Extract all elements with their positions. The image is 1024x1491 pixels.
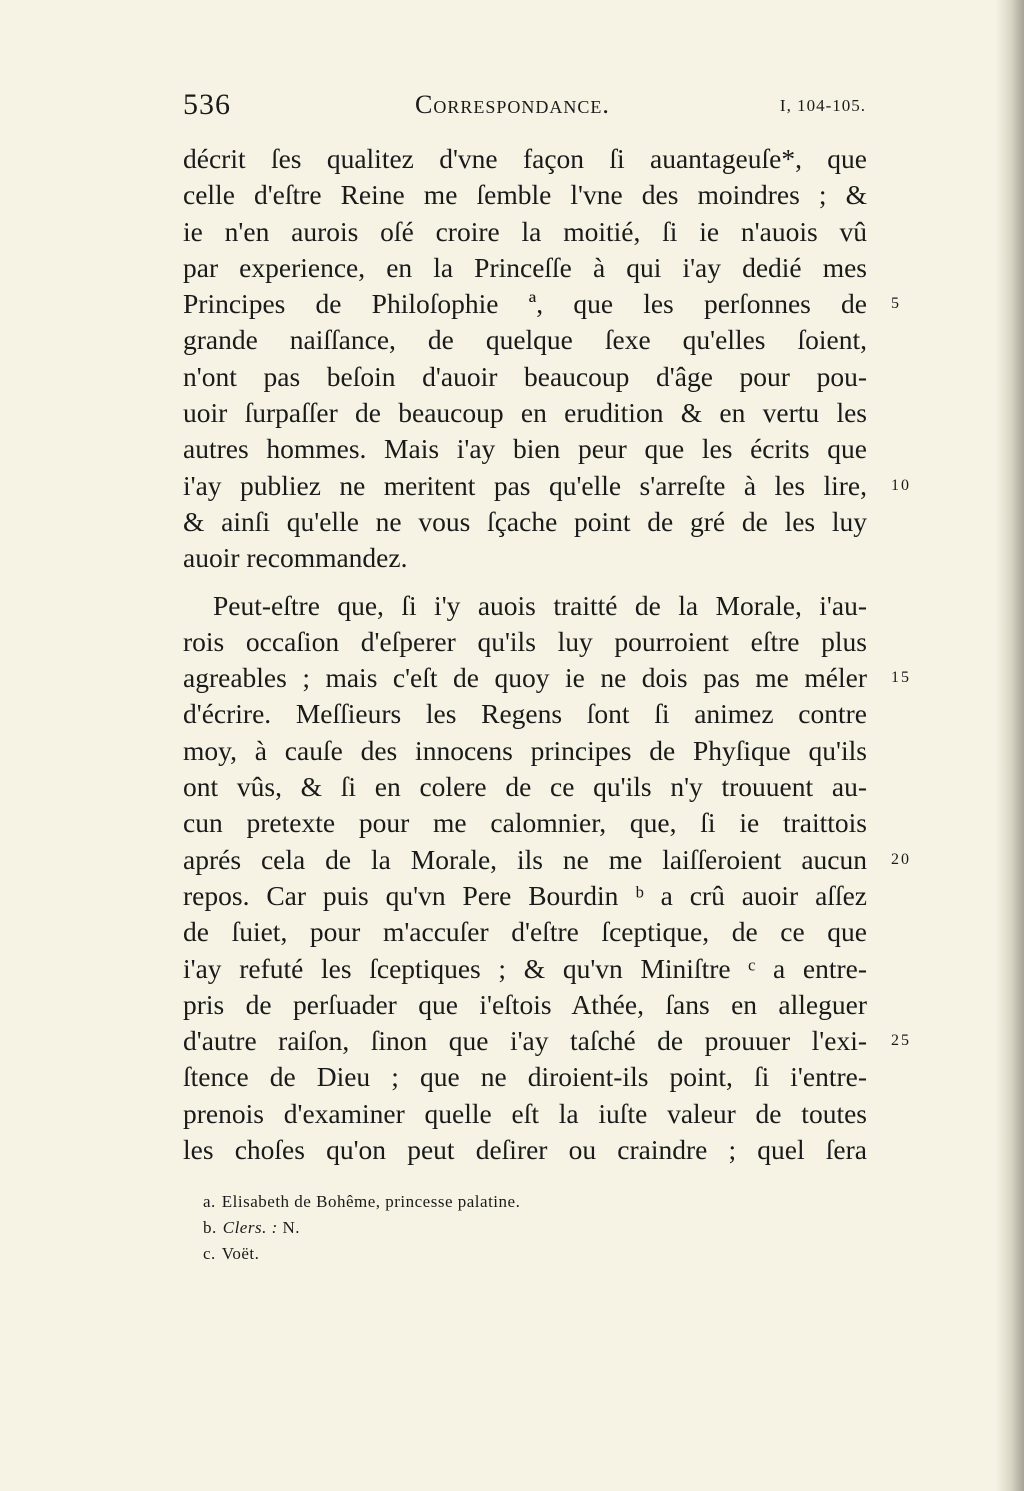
text-line-20: [183, 842, 911, 878]
line-number-20: 20: [891, 850, 911, 868]
text-line: grande naiſſance, de quelque ſexe qu'elles ſoient,: [183, 324, 867, 356]
text-line: pris de perſuader que i'eſtois Athée, ſans en alleguer: [183, 988, 867, 1020]
running-head: [183, 88, 866, 128]
text-line: les choſes qu'on peut deſirer ou craindre ; quel ſera: [183, 1134, 867, 1166]
page-reference: I, 104-105.: [779, 96, 866, 115]
text-line: prenois d'examiner quelle eſt la iuſte valeur de toutes: [183, 1097, 867, 1129]
text-line-5: [183, 286, 901, 322]
text-line: ie n'en aurois oſé croire la moitié, ſi ie n'auois vû: [183, 215, 867, 247]
page-edge-shadow: [996, 0, 1024, 1491]
text-line-content: aprés cela de la Morale, ils ne me laiſſeroient aucun: [183, 843, 867, 875]
text-line: Peut-eſtre que, ſi i'y auois traitté de la Morale, i'au-: [213, 589, 867, 621]
text-line: rois occaſion d'eſperer qu'ils luy pourroient eſtre plus: [183, 625, 867, 657]
footnotes: [203, 1189, 803, 1267]
text-line: & ainſi qu'elle ne vous ſçache point de gré de les luy: [183, 505, 867, 537]
line-number-10: 10: [891, 476, 911, 494]
footnote-suffix: N.: [277, 1218, 301, 1237]
text-line: moy, à cauſe des innocens principes de Phyſique qu'ils: [183, 734, 867, 766]
text-line: ont vûs, & ſi en colere de ce qu'ils n'y trouuent au-: [183, 771, 867, 803]
paragraph-2: [183, 588, 911, 1169]
header-title: Correspondance.: [415, 90, 610, 119]
footnote-b: [203, 1215, 803, 1241]
footnote-label: b.: [203, 1218, 217, 1237]
footnote-a: [203, 1189, 803, 1215]
text-line: autres hommes. Mais i'ay bien peur que les écrits que: [183, 433, 867, 465]
text-line: uoir ſurpaſſer de beaucoup en erudition & en vertu les: [183, 397, 867, 429]
text-line: décrit ſes qualitez d'vne façon ſi auantageuſe*, que: [183, 143, 867, 174]
text-line: i'ay refuté les ſceptiques ; & qu'vn Miniſtre ᶜ a entre-: [183, 952, 867, 984]
text-line-content: d'autre raiſon, ſinon que i'ay taſché de prouuer l'exi-: [183, 1025, 867, 1057]
footnote-c: [203, 1241, 803, 1267]
paragraph-1: [183, 141, 911, 577]
paragraph-gap: [183, 577, 867, 588]
text-line: par experience, en la Princeſſe à qui i'ay dedié mes: [183, 251, 867, 283]
text-line: de ſuiet, pour m'accuſer d'eſtre ſceptique, de ce que: [183, 916, 867, 948]
line-number-25: 25: [891, 1032, 911, 1050]
line-number-5: 5: [891, 295, 901, 313]
text-line: ſtence de Dieu ; que ne diroient-ils point, ſi i'entre-: [183, 1061, 867, 1093]
page-number: 536: [183, 88, 231, 121]
footnote-text: Elisabeth de Bohême, princesse palatine.: [221, 1192, 521, 1211]
footnote-label: c.: [203, 1244, 216, 1263]
text-line: celle d'eſtre Reine me ſemble l'vne des moindres ; &: [183, 179, 867, 211]
main-text: [183, 141, 911, 1168]
text-line: n'ont pas beſoin d'auoir beaucoup d'âge pour pou-: [183, 360, 867, 392]
footnote-text: Clers. :: [222, 1218, 278, 1237]
footnote-text: Voët.: [221, 1244, 260, 1263]
text-line-content: agreables ; mais c'eſt de quoy ie ne dois pas me méler: [183, 662, 867, 694]
text-line: d'écrire. Meſſieurs les Regens ſont ſi animez contre: [183, 698, 867, 730]
text-line: repos. Car puis qu'vn Pere Bourdin ᵇ a crû auoir aſſez: [183, 879, 867, 911]
footnote-label: a.: [203, 1192, 216, 1211]
line-number-15: 15: [891, 669, 911, 687]
text-line: auoir recommandez.: [183, 542, 408, 574]
text-line: cun pretexte pour me calomnier, que, ſi ie traittois: [183, 807, 867, 839]
text-line-content: i'ay publiez ne meritent pas qu'elle s'arreſte à les lire,: [183, 469, 867, 501]
text-line-15: [183, 660, 911, 696]
text-line-content: Principes de Philoſophie ª, que les perſonnes de: [183, 288, 867, 320]
text-line-10: [183, 468, 911, 504]
text-line-25: [183, 1023, 911, 1059]
